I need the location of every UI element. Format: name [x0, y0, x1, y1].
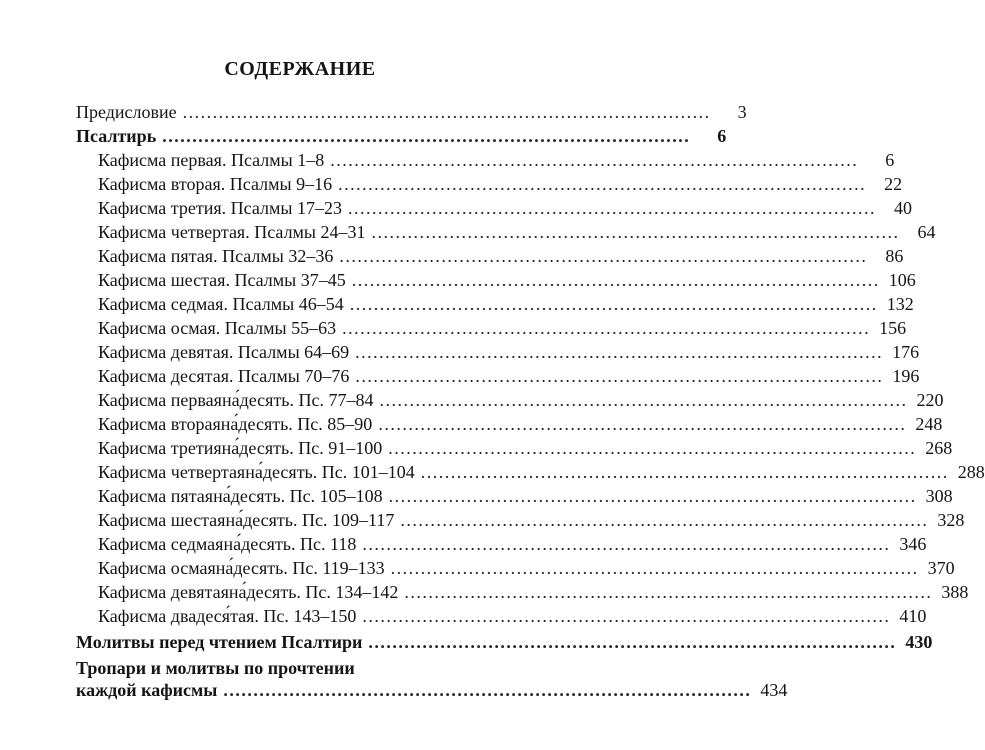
leader-dots: ........................................................................................ [371, 222, 900, 242]
leader-dots: ........................................................................................ [355, 342, 884, 362]
toc-entry-page: 176 [892, 342, 920, 362]
toc-entry[interactable] [98, 388, 944, 412]
toc-entry[interactable] [98, 340, 920, 364]
toc-entry-page: 346 [899, 534, 927, 554]
toc-entry-label: Кафисма осмаяна́десять. Пс. 119–133 [98, 558, 385, 578]
toc-entry-label: Кафисма шестаяна́десять. Пс. 109–117 [98, 510, 395, 530]
toc-entry[interactable] [76, 678, 788, 702]
toc-entry-label: Псалтирь [76, 126, 157, 146]
toc-entry[interactable] [76, 100, 747, 124]
toc-entry-label-line1: Тропари и молитвы по прочтении [76, 658, 355, 678]
leader-dots: ........................................................................................ [330, 150, 859, 170]
leader-dots: ........................................................................................ [420, 462, 949, 482]
leader-dots: ........................................................................................ [338, 174, 867, 194]
toc-entry-label: Кафисма четвертая. Псалмы 24–31 [98, 222, 366, 242]
toc-entry-label: Кафисма третияна́десять. Пс. 91–100 [98, 438, 383, 458]
toc-entry-label: Кафисма вторая. Псалмы 9–16 [98, 174, 333, 194]
toc-entry-label: Кафисма четвертаяна́десять. Пс. 101–104 [98, 462, 415, 482]
toc-entry-page: 6 [717, 126, 727, 146]
leader-dots: ........................................................................................ [351, 270, 880, 290]
leader-dots: ........................................................................................ [339, 246, 868, 266]
leader-dots: ........................................................................................ [368, 632, 897, 652]
leader-dots: ........................................................................................ [362, 534, 891, 554]
toc-entry-page: 40 [893, 198, 912, 218]
toc-entry-label: Кафисма седмая. Псалмы 46–54 [98, 294, 344, 314]
toc-entry-label-line2: каждой кафисмы [76, 680, 218, 700]
toc-entry-page: 268 [925, 438, 953, 458]
toc-entry-page: 86 [885, 246, 904, 266]
toc-entry[interactable] [98, 220, 936, 244]
toc-entry-label: Кафисма третия. Псалмы 17–23 [98, 198, 342, 218]
toc-entry-label: Молитвы перед чтением Псалтири [76, 632, 363, 652]
toc-entry-label: Кафисма седмаяна́десять. Пс. 118 [98, 534, 357, 554]
toc-entry-page: 410 [899, 606, 927, 626]
toc-entry-label: Кафисма девятая. Псалмы 64–69 [98, 342, 350, 362]
toc-entry-label: Кафисма первая. Псалмы 1–8 [98, 150, 325, 170]
toc-entry[interactable] [98, 292, 914, 316]
toc-entry-page: 132 [886, 294, 914, 314]
toc-entry-label: Кафисма двадеся́тая. Пс. 143–150 [98, 606, 357, 626]
toc-entry-label: Кафисма пятая. Псалмы 32–36 [98, 246, 334, 266]
toc-entry-page: 288 [957, 462, 985, 482]
leader-dots: ........................................................................................ [400, 510, 929, 530]
toc-entry-page: 370 [927, 558, 955, 578]
toc-entry[interactable] [98, 508, 965, 532]
toc-entry-label: Кафисма шестая. Псалмы 37–45 [98, 270, 346, 290]
toc-entry-page: 248 [915, 414, 943, 434]
toc-entry-label: Кафисма осмая. Псалмы 55–63 [98, 318, 337, 338]
toc-entry[interactable] [98, 436, 953, 460]
toc-entry-page: 22 [884, 174, 903, 194]
toc-entry-page: 388 [941, 582, 969, 602]
leader-dots: ........................................................................................ [388, 486, 917, 506]
leader-dots: ........................................................................................ [182, 102, 711, 122]
toc-entry-label: Кафисма втораяна́десять. Пс. 85–90 [98, 414, 373, 434]
toc-entry[interactable] [98, 172, 903, 196]
leader-dots: ........................................................................................ [378, 414, 907, 434]
toc-entry-page: 3 [737, 102, 747, 122]
toc-entry-label: Кафисма девятаяна́десять. Пс. 134–142 [98, 582, 399, 602]
leader-dots: ........................................................................................ [379, 390, 908, 410]
toc-entry-label: Кафисма перваяна́десять. Пс. 77–84 [98, 390, 374, 410]
leader-dots: ........................................................................................ [388, 438, 917, 458]
toc-entry[interactable] [98, 196, 912, 220]
toc-entry-heading-line[interactable] [76, 656, 528, 680]
toc-entry-page: 220 [916, 390, 944, 410]
leader-dots: ........................................................................................ [347, 198, 876, 218]
toc-entry[interactable] [98, 244, 904, 268]
toc-entry[interactable] [76, 124, 727, 148]
toc-entry[interactable] [98, 460, 985, 484]
toc-entry-page: 156 [879, 318, 907, 338]
toc-entry[interactable] [98, 580, 969, 604]
leader-dots: ........................................................................................ [404, 582, 933, 602]
toc-entry-label: Предисловие [76, 102, 177, 122]
leader-dots: ........................................................................................ [162, 126, 691, 146]
toc-entry-page: 308 [925, 486, 953, 506]
toc-entry[interactable] [98, 148, 895, 172]
toc-entry[interactable] [98, 532, 927, 556]
toc-entry[interactable] [98, 604, 927, 628]
toc-entry[interactable] [98, 364, 920, 388]
toc-entry-page: 430 [905, 632, 933, 652]
toc-entry[interactable] [98, 484, 953, 508]
toc-entry-label: Кафисма пятаяна́десять. Пс. 105–108 [98, 486, 383, 506]
leader-dots: ........................................................................................ [223, 680, 752, 700]
toc-entry[interactable] [98, 556, 955, 580]
leader-dots: ........................................................................................ [355, 366, 884, 386]
toc-entry-page: 106 [888, 270, 916, 290]
page-title: СОДЕРЖАНИЕ [224, 58, 376, 80]
leader-dots: ........................................................................................ [349, 294, 878, 314]
toc-entry-label: Кафисма десятая. Псалмы 70–76 [98, 366, 350, 386]
toc-entry[interactable] [98, 412, 943, 436]
toc-entry[interactable] [98, 316, 907, 340]
leader-dots: ........................................................................................ [362, 606, 891, 626]
toc-entry[interactable] [98, 268, 916, 292]
toc-entry[interactable] [76, 630, 933, 654]
leader-dots: ........................................................................................ [342, 318, 871, 338]
toc-entry-page: 64 [917, 222, 936, 242]
toc-entry-page: 196 [892, 366, 920, 386]
leader-dots: ........................................................................................ [390, 558, 919, 578]
toc-entry-page: 328 [937, 510, 965, 530]
toc-entry-page: 6 [885, 150, 895, 170]
toc-entry-page: 434 [760, 680, 788, 700]
